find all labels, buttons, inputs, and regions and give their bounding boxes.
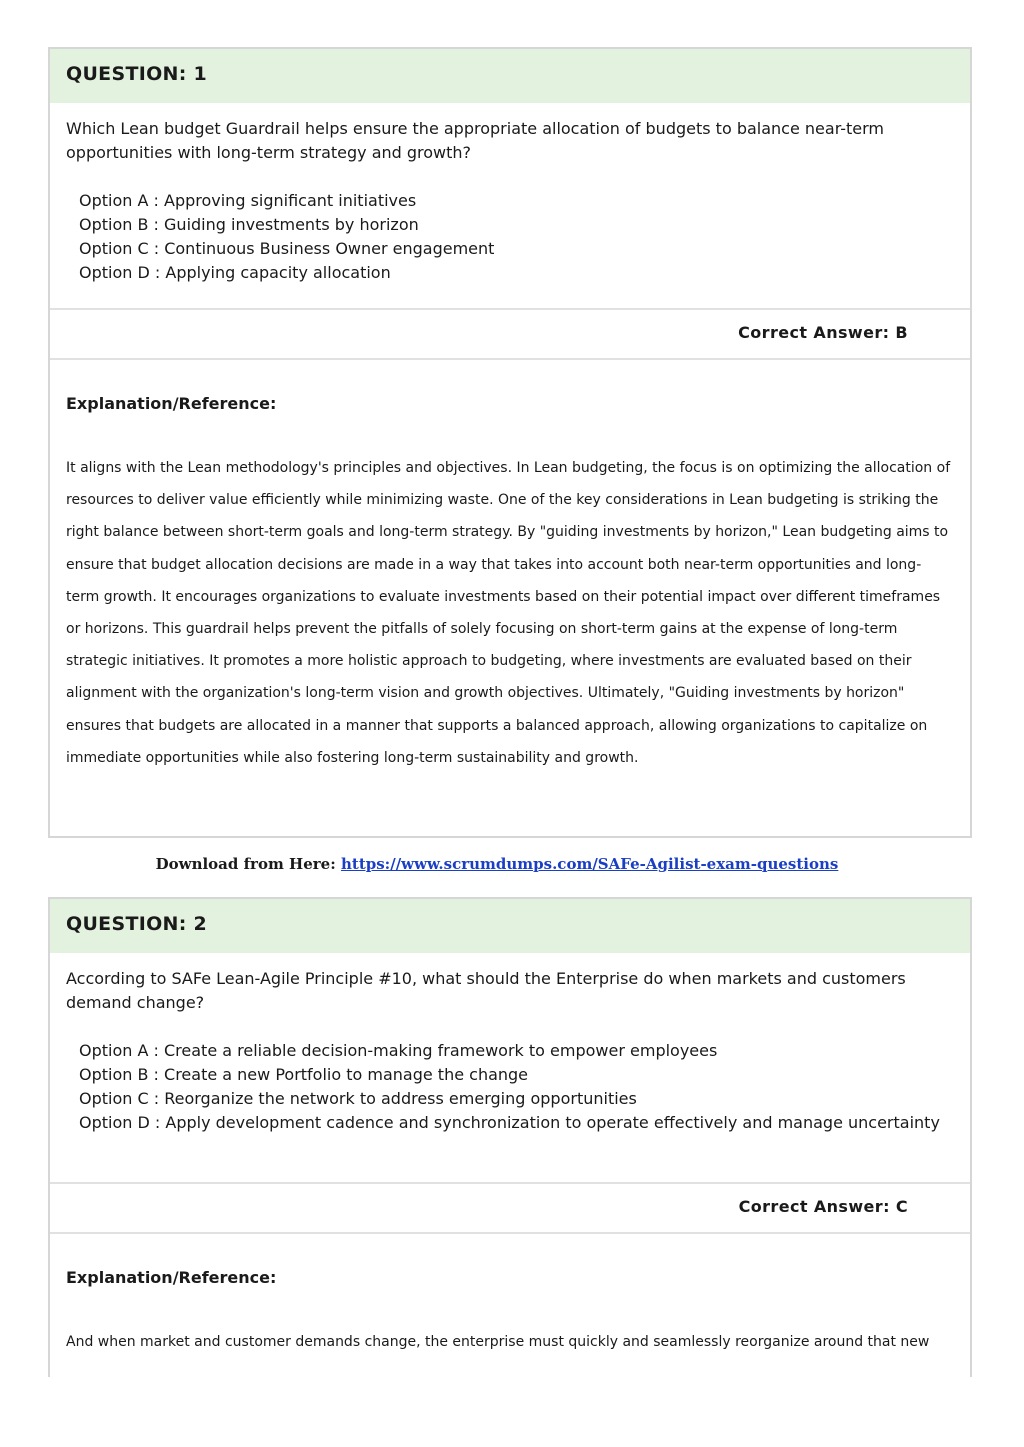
option-d: Option D : Applying capacity allocation [79,263,391,282]
question-text: Which Lean budget Guardrail helps ensure the appropriate allocation of budgets to balance near-term opportunities with long-term strategy and growth? [66,119,885,162]
explanation-text: And when market and customer demands change, the enterprise must quickly and seamlessly reorganize around that new [66,1334,930,1350]
question-body [50,103,970,310]
correct-answer: Correct Answer: C [50,1184,970,1234]
explanation-title: Explanation/Reference: [66,1268,277,1287]
correct-answer: Correct Answer: B [50,310,970,360]
option-b: Option B : Guiding investments by horizon [79,215,419,234]
option-c: Option C : Continuous Business Owner engagement [79,239,495,258]
options-list [66,1039,954,1135]
question-card-2 [48,897,972,1377]
option-d: Option D : Apply development cadence and synchronization to operate effectively and manage uncertainty [79,1113,940,1132]
option-b: Option B : Create a new Portfolio to manage the change [79,1065,529,1084]
option-c: Option C : Reorganize the network to address emerging opportunities [79,1089,637,1108]
download-line [0,855,994,873]
download-link[interactable]: https://www.scrumdumps.com/SAFe-Agilist-exam-questions [340,855,839,873]
option-a: Option A : Approving significant initiatives [79,191,417,210]
question-card-1 [48,47,972,838]
question-header: QUESTION: 1 [50,49,970,103]
explanation-text: It aligns with the Lean methodology's principles and objectives. In Lean budgeting, the focus is on optimizing the allocation of resources to deliver value efficiently while minimizing waste. One of the key considerations in Lean budgeting is striking the right balance between short-term goals and long-term strategy. By "guiding investments by horizon," Lean budgeting aims to ensure that budget allocation decisions are made in a way that takes into account both near-term opportunities and long-term growth. It encourages organizations to evaluate investments based on their potential impact over different timeframes or horizons. This guardrail helps prevent the pitfalls of solely focusing on short-term gains at the expense of long-term strategic initiatives. It promotes a more holistic approach to budgeting, where investments are evaluated based on their alignment with the organization's long-term vision and growth objectives. Ultimately, "Guiding investments by horizon" ensures that budgets are allocated in a manner that supports a balanced approach, allowing organizations to capitalize on immediate opportunities while also fostering long-term sustainability and growth. [66,460,951,766]
question-text: According to SAFe Lean-Agile Principle #10, what should the Enterprise do when markets and customers demand change? [66,969,906,1012]
option-a: Option A : Create a reliable decision-making framework to empower employees [79,1041,718,1060]
explanation-title: Explanation/Reference: [66,394,277,413]
options-list [66,189,954,285]
question-header: QUESTION: 2 [50,899,970,953]
question-body [50,953,970,1184]
download-label: Download from Here: [155,855,341,873]
